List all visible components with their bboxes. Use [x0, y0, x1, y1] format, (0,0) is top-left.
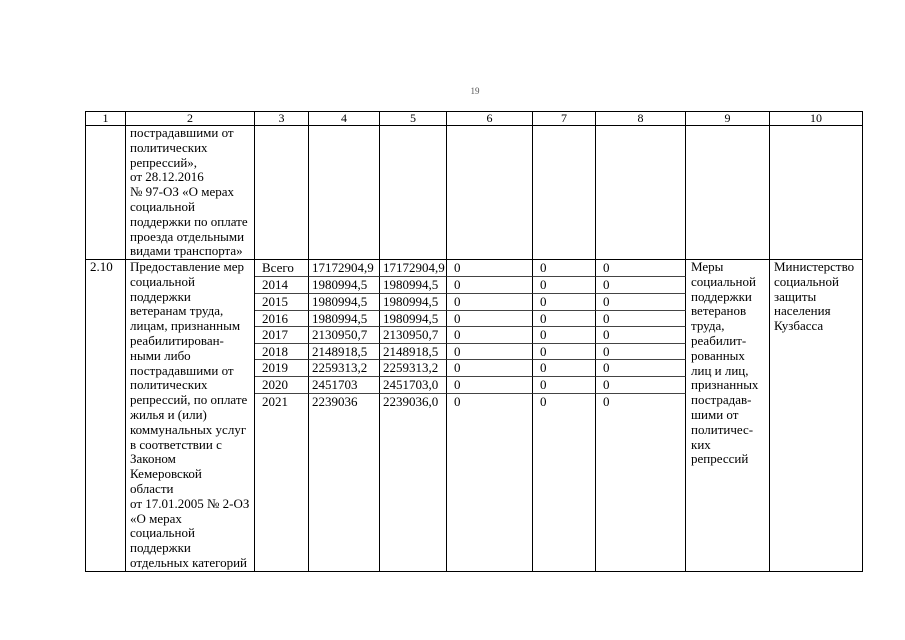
empty-cell — [380, 126, 447, 260]
amount-cell: 0 — [447, 260, 533, 277]
amount-cell: 0 — [596, 294, 686, 311]
empty-cell — [596, 126, 686, 260]
column-number: 6 — [447, 112, 533, 126]
amount-cell: 2148918,5 — [309, 344, 380, 360]
column-number: 1 — [86, 112, 126, 126]
empty-cell — [309, 126, 380, 260]
empty-cell — [447, 126, 533, 260]
page-number: 19 — [470, 86, 480, 96]
amount-cell: 0 — [533, 344, 596, 360]
amount-cell: 1980994,5 — [309, 277, 380, 294]
amount-cell: 0 — [596, 377, 686, 394]
period-cell: 2019 — [255, 360, 309, 377]
amount-cell: 0 — [533, 260, 596, 277]
column-number: 8 — [596, 112, 686, 126]
amount-cell: 2239036,0 — [380, 394, 447, 572]
amount-cell: 0 — [596, 260, 686, 277]
amount-cell: 2130950,7 — [380, 327, 447, 344]
amount-cell: 0 — [596, 311, 686, 327]
continued-description-cell: пострадавшими от политических репрессий», от 28.12.2016 № 97-ОЗ «О мерах социальной поддержки по оплате проезда отдельными видами транспорта» — [126, 126, 255, 260]
amount-cell: 0 — [533, 277, 596, 294]
period-cell: 2018 — [255, 344, 309, 360]
amount-cell: 17172904,9 — [380, 260, 447, 277]
amount-cell: 0 — [596, 327, 686, 344]
amount-cell: 1980994,5 — [309, 294, 380, 311]
amount-cell: 2239036 — [309, 394, 380, 572]
amount-cell: 2259313,2 — [380, 360, 447, 377]
description-cell: Предоставление мер социальной поддержки ветеранам труда, лицам, признанным реабилитирован- ными либо пострадавшими от политических репрессий, по оплате жилья и (или) коммунальных услуг в соответствии с Законом Кемеровской области от 17.01.2005 № 2-ОЗ «О мерах социальной поддержки отдельных категорий — [126, 260, 255, 572]
amount-cell: 0 — [447, 394, 533, 572]
empty-cell — [86, 126, 126, 260]
amount-cell: 1980994,5 — [309, 311, 380, 327]
period-cell: 2015 — [255, 294, 309, 311]
empty-cell — [533, 126, 596, 260]
row-number-cell: 2.10 — [86, 260, 126, 572]
amount-cell: 0 — [596, 344, 686, 360]
column-number: 3 — [255, 112, 309, 126]
amount-cell: 2148918,5 — [380, 344, 447, 360]
amount-cell: 1980994,5 — [380, 311, 447, 327]
period-cell: 2016 — [255, 311, 309, 327]
amount-cell: 2451703,0 — [380, 377, 447, 394]
amount-cell: 2259313,2 — [309, 360, 380, 377]
column-10-cell: Министерство социальной защиты населения Кузбасса — [770, 260, 863, 572]
amount-cell: 0 — [447, 360, 533, 377]
amount-cell: 0 — [447, 311, 533, 327]
period-cell: 2020 — [255, 377, 309, 394]
amount-cell: 0 — [447, 344, 533, 360]
column-number: 2 — [126, 112, 255, 126]
amount-cell: 0 — [533, 294, 596, 311]
data-table — [85, 111, 863, 572]
amount-cell: 2451703 — [309, 377, 380, 394]
column-number: 9 — [686, 112, 770, 126]
amount-cell: 0 — [533, 327, 596, 344]
empty-cell — [770, 126, 863, 260]
amount-cell: 0 — [533, 360, 596, 377]
amount-cell: 0 — [533, 394, 596, 572]
period-cell: 2017 — [255, 327, 309, 344]
amount-cell: 2130950,7 — [309, 327, 380, 344]
column-number: 4 — [309, 112, 380, 126]
amount-cell: 0 — [447, 277, 533, 294]
period-cell: 2021 — [255, 394, 309, 572]
amount-cell: 0 — [533, 311, 596, 327]
amount-cell: 17172904,9 — [309, 260, 380, 277]
amount-cell: 1980994,5 — [380, 294, 447, 311]
empty-cell — [255, 126, 309, 260]
empty-cell — [686, 126, 770, 260]
amount-cell: 0 — [447, 377, 533, 394]
amount-cell: 0 — [596, 277, 686, 294]
period-cell: 2014 — [255, 277, 309, 294]
period-cell: Всего — [255, 260, 309, 277]
amount-cell: 0 — [596, 360, 686, 377]
column-number: 5 — [380, 112, 447, 126]
amount-cell: 0 — [447, 327, 533, 344]
amount-cell: 0 — [447, 294, 533, 311]
amount-cell: 0 — [596, 394, 686, 572]
amount-cell: 0 — [533, 377, 596, 394]
column-number: 7 — [533, 112, 596, 126]
column-number: 10 — [770, 112, 863, 126]
amount-cell: 1980994,5 — [380, 277, 447, 294]
column-9-cell: Меры социальной поддержки ветеранов труда, реабилит- рованных лиц и лиц, признанных пострадав- шими от политичес- ких репрессий — [686, 260, 770, 572]
